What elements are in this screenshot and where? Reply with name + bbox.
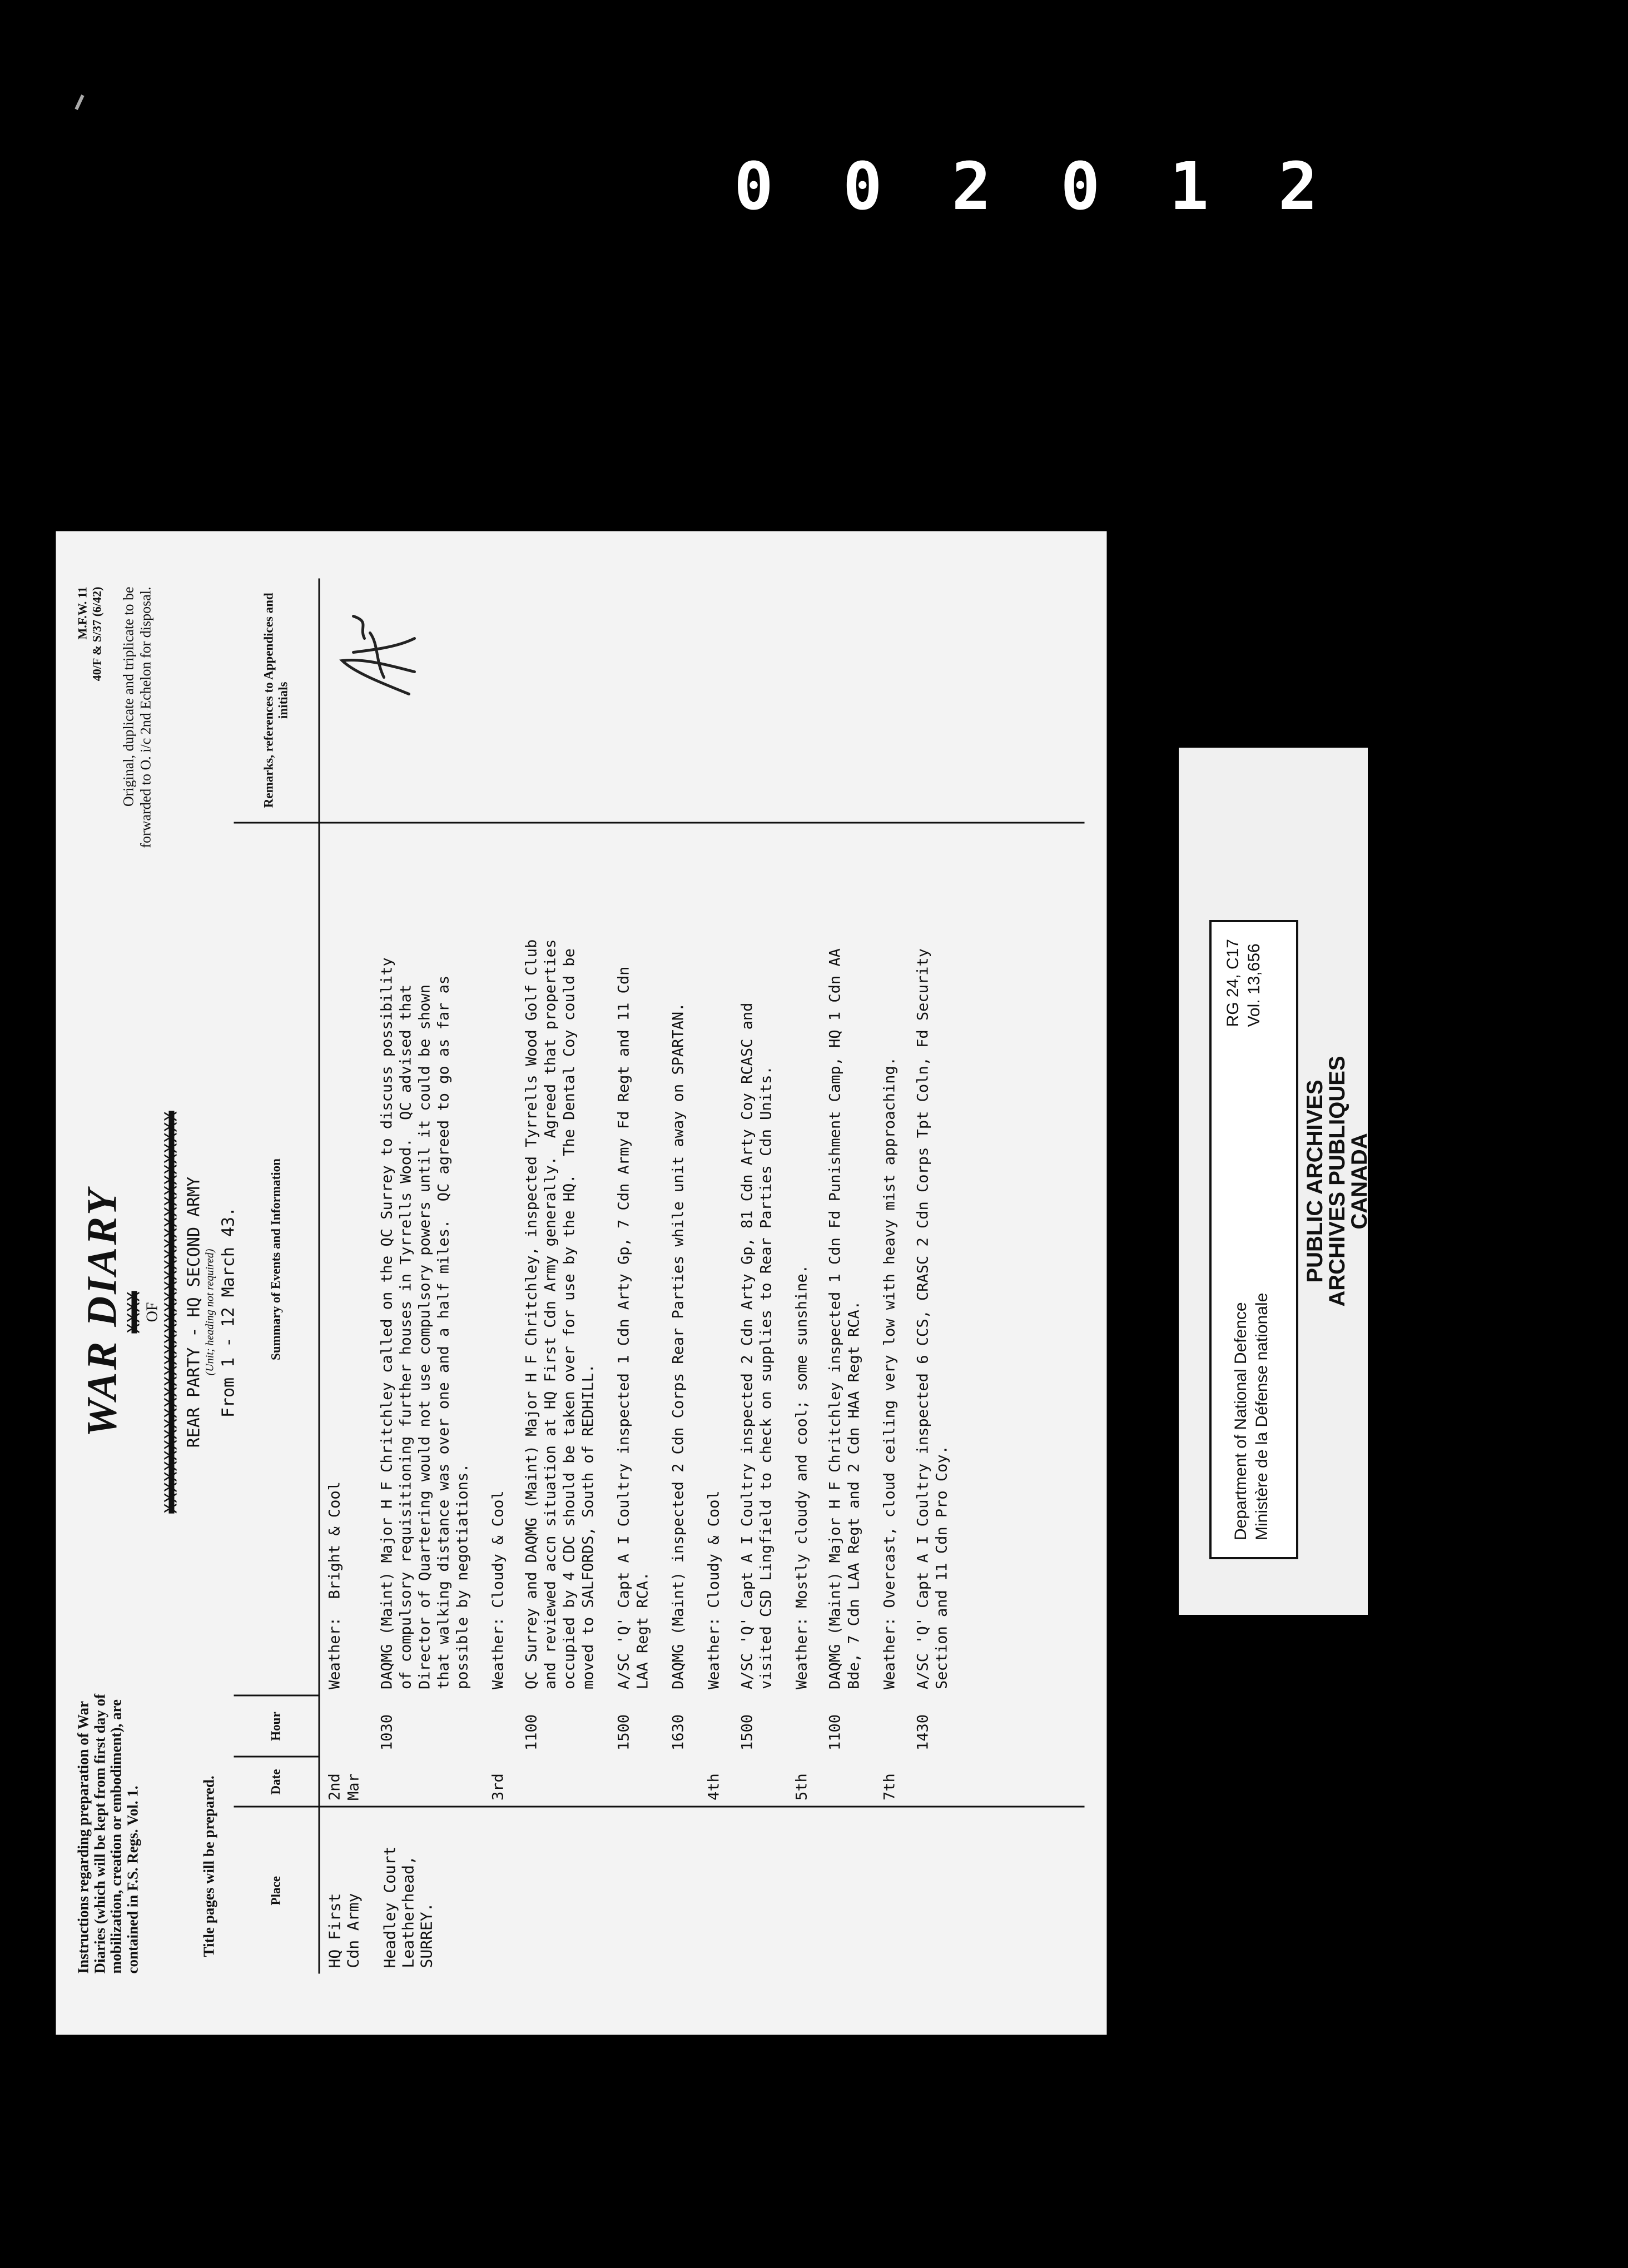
diary-entry: [826, 829, 863, 1801]
entry-hour: 1100: [523, 1714, 540, 1750]
department-names: [1230, 1293, 1272, 1540]
diary-entry: [914, 829, 951, 1801]
unit-note: (Unit; heading not required): [204, 1249, 216, 1375]
entry-text: Weather: Overcast, cloud ceiling very low with heavy mist approaching.: [881, 1056, 898, 1689]
archive-reference-box: [1209, 920, 1298, 1559]
entry-text: A/SC 'Q' Capt A I Coultry inspected 1 Cdn Arty Gp, 7 Cdn Army Fd Regt and 11 Cdn LAA Regt RCA.: [615, 966, 651, 1689]
entries-list: [325, 829, 951, 1801]
frame-digit: 2: [1278, 148, 1323, 225]
place-cell: HQ First Cdn Army Headley Court Leatherhead, SURREY.: [319, 1807, 1085, 1973]
diary-table: [234, 578, 1084, 1973]
archive-reference: [1223, 939, 1264, 1027]
table-row: [319, 578, 1085, 1973]
entry-text: QC Surrey and DAQMG (Maint) Major H F Chritchley, inspected Tyrrells Wood Golf Club and reviewed accn situation at HQ First Cdn Army generally. Agreed that properties occupied by 4 CDC should be taken over for use by the HQ. The Dental Coy could be moved to SALFORDS, South of REDHILL.: [523, 939, 597, 1689]
distribution-line: forwarded to O. i/c 2nd Echelon for disposal.: [137, 586, 154, 848]
frame-digit: 0: [1060, 148, 1106, 225]
diary-entry: [614, 829, 652, 1801]
department-fr: Ministère de la Défense nationale: [1252, 1292, 1271, 1540]
header-place: Place: [234, 1807, 319, 1973]
diary-entry: [792, 829, 811, 1801]
archives-country: CANADA: [1347, 1133, 1372, 1230]
entry-text: Weather: Cloudy & Cool: [489, 1490, 507, 1689]
record-group: RG 24, C17: [1224, 939, 1242, 1027]
initials-signature: [331, 611, 420, 705]
diary-entry: [378, 829, 472, 1801]
title-pages-note: Title pages will be prepared.: [200, 1775, 217, 1957]
diary-title: WAR DIARY: [78, 1187, 125, 1437]
diary-of: XXXX OF: [124, 1290, 161, 1334]
entry-date: 4th: [705, 1773, 722, 1801]
diary-entry: [880, 829, 899, 1801]
diary-entry: [669, 829, 688, 1801]
entry-hour: 1500: [615, 1714, 632, 1750]
frame-digit: 0: [842, 148, 888, 225]
entry-text: Weather: Cloudy & Cool: [705, 1490, 722, 1689]
diary-entry: [704, 829, 723, 1801]
frame-digit: 0: [734, 148, 780, 225]
entry-date: 7th: [881, 1773, 898, 1801]
diary-entry: [522, 829, 598, 1801]
entry-date: 2nd Mar: [326, 1773, 362, 1801]
archives-fr: ARCHIVES PUBLIQUES: [1325, 1056, 1349, 1307]
distribution-line: Original, duplicate and triplicate to be: [120, 586, 136, 807]
header-hour: Hour: [234, 1695, 319, 1757]
film-scratch: [75, 94, 84, 110]
table-header-row: [234, 578, 319, 1973]
remarks-cell: [319, 578, 1085, 823]
entry-text: DAQMG (Maint) Major H F Chritchley inspected 1 Cdn Fd Punishment Camp, HQ 1 Cdn AA Bde, 7 Cdn LAA Regt and 2 Cdn HAA Regt RCA.: [826, 948, 862, 1689]
struck-line: XXXXXXXXXXXXXXXXXXXXXXXXXXXXXXXXXXXXXX: [161, 1110, 181, 1514]
volume-number: Vol. 13,656: [1244, 943, 1263, 1027]
diary-entry: [489, 829, 508, 1801]
form-code-line: 40/F & S/37 (6/42): [90, 586, 104, 681]
diary-header: [78, 923, 238, 1701]
instructions-note: Instructions regarding preparation of War Diaries (which will be kept from first day of mobilization, creation or embodiment), are contained in F.S. Regs. Vol. 1.: [75, 1693, 141, 1973]
entry-date: 3rd: [489, 1773, 507, 1801]
header-date: Date: [234, 1757, 319, 1807]
entry-text: DAQMG (Maint) Major H F Chritchley called on the QC Surrey to discuss possibility of compulsory requisitioning further houses in Tyrrells Wood. QC advised that Director of Quartering would not use compulsory powers until it could be shown that walking distance was over one and a half miles. QC agreed to go as far as possible by negotiations.: [378, 957, 471, 1689]
war-diary-page: [56, 531, 1106, 2035]
department-en: Department of National Defence: [1232, 1302, 1250, 1540]
entries-cell: [319, 823, 1085, 1807]
entry-text: A/SC 'Q' Capt A I Coultry inspected 2 Cdn Arty Gp, 81 Cdn Arty Coy RCASC and visited CSD Lingfield to check on supplies to Rear Parties Cdn Units.: [738, 1002, 775, 1689]
header-remarks: Remarks, references to Appendices and initials: [234, 578, 319, 823]
entry-hour: 1430: [914, 1714, 931, 1750]
entry-text: DAQMG (Maint) inspected 2 Cdn Corps Rear Parties while unit away on SPARTAN.: [669, 1002, 687, 1689]
entry-text: A/SC 'Q' Capt A I Coultry inspected 6 CCS, CRASC 2 Cdn Corps Tpt Coln, Fd Security Section and 11 Cdn Pro Coy.: [914, 948, 950, 1689]
entry-hour: 1630: [669, 1714, 687, 1750]
frame-digit: 1: [1169, 148, 1215, 225]
period-line: From 1 - 12 March 43.: [219, 1206, 238, 1418]
form-code: [75, 586, 105, 681]
entry-text: Weather: Bright & Cool: [326, 1481, 343, 1689]
entry-text: Weather: Mostly cloudy and cool; some sunshine.: [793, 1264, 810, 1689]
entry-hour: 1030: [378, 1714, 395, 1750]
archive-label-card: [1179, 748, 1372, 1615]
diary-entry: [738, 829, 776, 1801]
unit-line: REAR PARTY - HQ SECOND ARMY: [184, 1176, 204, 1448]
entry-hour: 1500: [738, 1714, 756, 1750]
frame-digit: 2: [951, 148, 997, 225]
header-summary: Summary of Events and Information: [234, 823, 319, 1695]
archives-stamp: [1304, 1014, 1371, 1348]
entry-date: 5th: [793, 1773, 810, 1801]
struck-word: XXXX: [124, 1290, 143, 1334]
archives-en: PUBLIC ARCHIVES: [1303, 1080, 1327, 1283]
frame-number: [734, 148, 1323, 225]
form-code-line: M.F.W. 11: [75, 586, 89, 639]
distribution-note: [120, 586, 154, 848]
archive-label-content: [1179, 748, 1372, 1615]
diary-entry: [325, 829, 363, 1801]
entry-hour: 1100: [826, 1714, 843, 1750]
